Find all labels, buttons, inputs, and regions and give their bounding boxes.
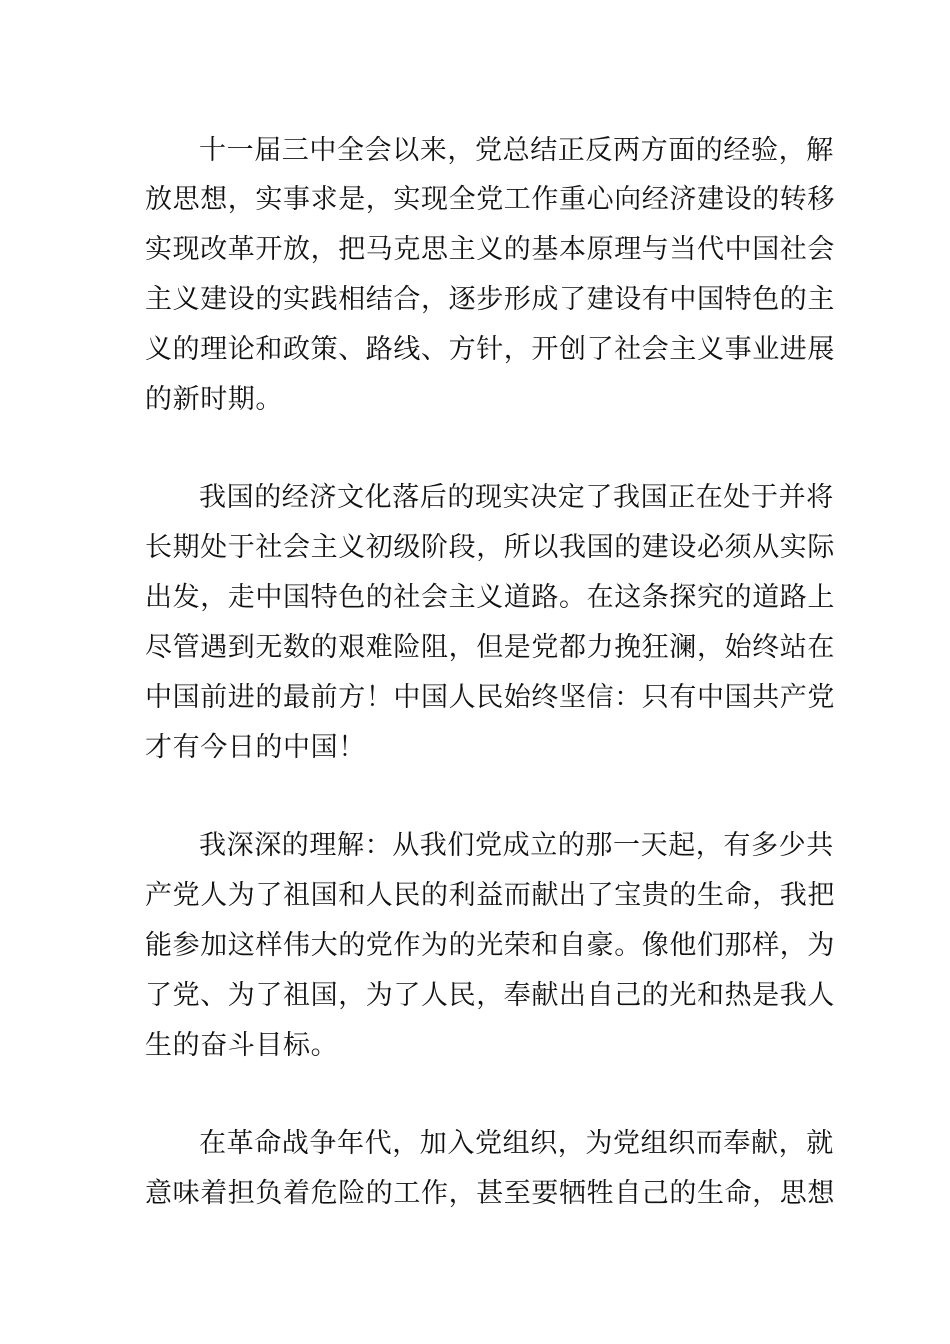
- paragraph-line: 放思想，实事求是，实现全党工作重心向经济建设的转移: [145, 184, 835, 215]
- paragraph-line: 十一届三中全会以来，党总结正反两方面的经验，解: [199, 135, 834, 166]
- paragraph-line: 主义建设的实践相结合，逐步形成了建设有中国特色的主: [145, 284, 835, 315]
- paragraph-line: 产党人为了祖国和人民的利益而献出了宝贵的生命，我把: [145, 880, 835, 911]
- paragraph-line: 的新时期。: [145, 384, 283, 415]
- paragraph-line: 能参加这样伟大的党作为的光荣和自豪。像他们那样，为: [145, 930, 835, 961]
- paragraph-line: 了党、为了祖国，为了人民，奉献出自己的光和热是我人: [145, 980, 835, 1011]
- paragraph-line: 出发，走中国特色的社会主义道路。在这条探究的道路上: [145, 582, 835, 613]
- paragraph-line: 尽管遇到无数的艰难险阻，但是党都力挽狂澜，始终站在: [145, 632, 835, 663]
- paragraph-line: 生的奋斗目标。: [145, 1030, 339, 1061]
- paragraph-line: 义的理论和政策、路线、方针，开创了社会主义事业进展: [145, 334, 835, 365]
- paragraph-line: 实现改革开放，把马克思主义的基本原理与当代中国社会: [145, 234, 835, 265]
- paragraph-line: 长期处于社会主义初级阶段，所以我国的建设必须从实际: [145, 532, 835, 563]
- paragraph-line: 我深深的理解：从我们党成立的那一天起，有多少共: [199, 830, 834, 861]
- paragraph-line: 我国的经济文化落后的现实决定了我国正在处于并将: [199, 482, 834, 513]
- paragraph-line: 才有今日的中国！: [145, 732, 366, 763]
- paragraph-line: 在革命战争年代，加入党组织，为党组织而奉献，就: [199, 1128, 834, 1159]
- paragraph-line: 中国前进的最前方！中国人民始终坚信：只有中国共产党: [145, 682, 835, 713]
- paragraph-line: 意味着担负着危险的工作，甚至要牺牲自己的生命，思想: [145, 1178, 835, 1209]
